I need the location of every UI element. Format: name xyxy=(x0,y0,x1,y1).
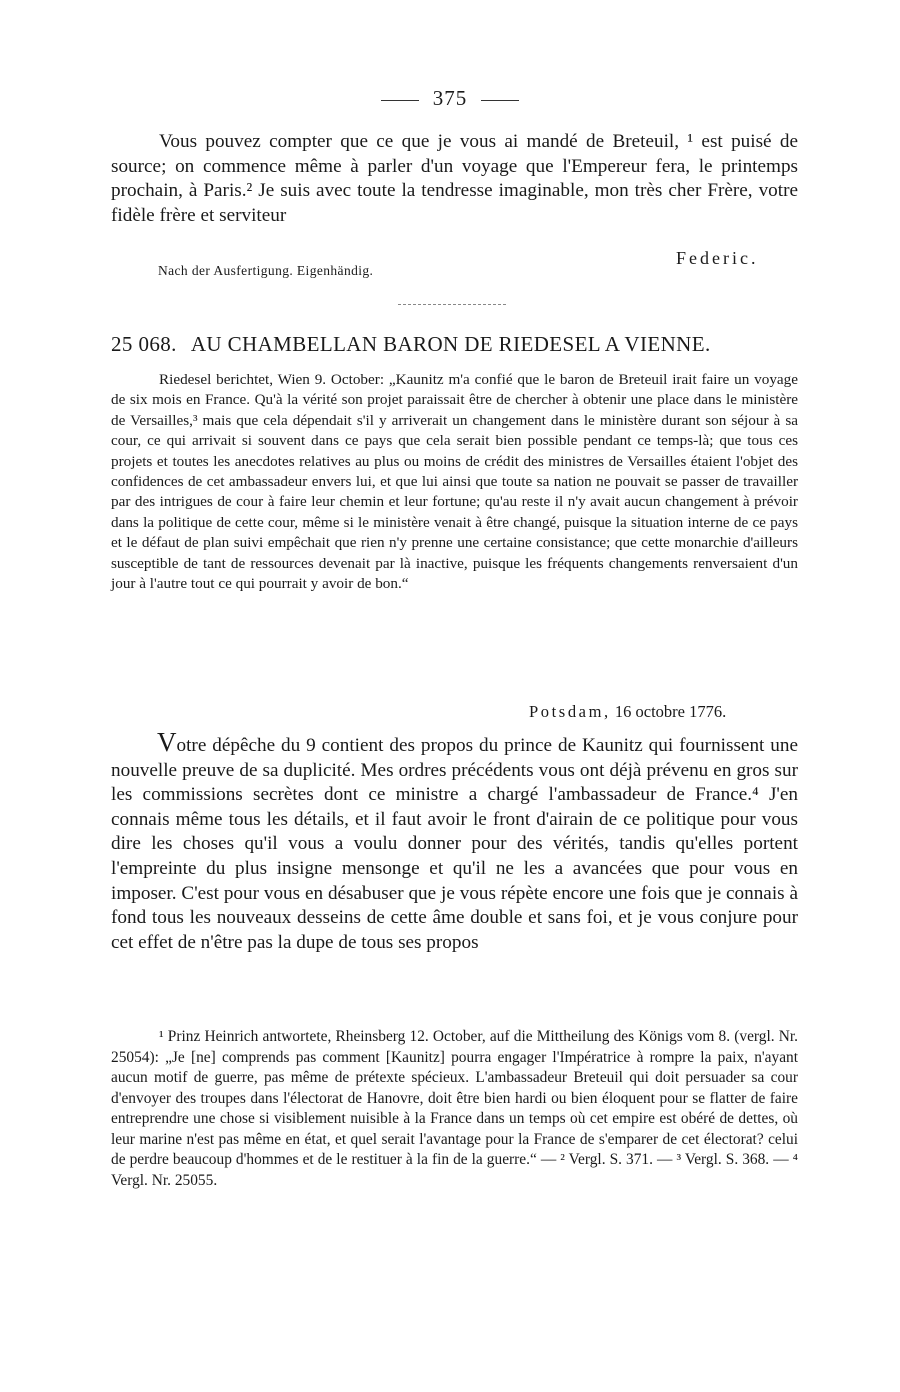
page-number-text: 375 xyxy=(432,86,468,110)
page-number xyxy=(0,86,900,111)
folio-dash-left xyxy=(381,100,419,101)
letter-body-text: otre dépêche du 9 contient des propos du prince de Kaunitz qui fournissent une nouvelle preuve de sa duplicité. Mes ordres précédents vous ont déjà prévenu en gros sur les commissions secrètes dont ce ministre a chargé l'ambassadeur de France.⁴ J'en connais même tous les détails, et il faut avoir le front d'airain de ce politique pour vous dire les choses qu'il vous a voulu donner pour des vérités, tandis qu'elles portent l'empreinte du plus insigne mensonge et qu'il ne les a avancées que pour vous en imposer. C'est pour vous en désabuser que je vous répète encore une fois que je connais à fond tous les nouveaux desseins de cette âme double et sans foi, et je vous conjure pour cet effet de n'être pas la dupe de tous ses propos xyxy=(111,735,798,953)
source-note: Nach der Ausfertigung. Eigenhändig. xyxy=(158,263,374,278)
dateline xyxy=(529,702,726,722)
initial-letter: V xyxy=(157,727,177,757)
folio-dash-right xyxy=(481,100,519,101)
section-separator xyxy=(398,304,506,305)
report-summary: Riedesel berichtet, Wien 9. October: „Kaunitz m'a confié que le baron de Breteuil irait faire un voyage de six mois en France. Qu'à la vérité son projet paraissait être de chercher à obtenir une place dans le ministère de Versailles,³ mais que cela dépendait s'il y arriverait un changement dans le ministère durant son séjour à sa cour, ce qui arrivait si souvent dans ce pays que cela serait bien possible pendant ce temps-là; que tous ces projets et toutes les anecdotes relatives au plus ou moins de crédit des ministres de Versailles étaient l'objet des confidences de cet ambassadeur envers lui, et que lui ainsi que toute sa nation ne pouvait se passer de travailler par des intrigues de cour à faire leur chemin et leur fortune; qu'au reste il n'y avait aucun changement à prévoir dans la politique de cette cour, même si le ministère venait à être changé, puisque la situation interne de ce pays et le défaut de plan suivi empêchait que rien n'y prenne une certaine consistance; que cette monarchie d'ailleurs susceptible de tant de ressources devenait par là inactive, puisque les fréquents changements renversaient d'un jour à l'autre tout ce qui pourrait y avoir de bon.“ xyxy=(111,371,798,593)
signature: Federic. xyxy=(676,248,759,268)
dateline-date: 16 octobre 1776. xyxy=(614,702,727,721)
letter-body xyxy=(111,727,798,955)
letter-number: 25 068. xyxy=(111,332,177,356)
previous-letter-ending: Vous pouvez compter que ce que je vous ai mandé de Breteuil, ¹ est puisé de source; on commence même à parler d'un voyage que l'Empereur fera, le printemps prochain, à Paris.² Je suis avec toute la tendresse imaginable, mon très cher Frère, votre fidèle frère et serviteur xyxy=(111,131,798,226)
letter-heading xyxy=(111,332,801,357)
letter-title: AU CHAMBELLAN BARON DE RIEDESEL A VIENNE. xyxy=(190,332,711,356)
dateline-place: Potsdam, xyxy=(529,702,611,721)
footnotes: ¹ Prinz Heinrich antwortete, Rheinsberg 12. October, auf die Mittheilung des Königs vom 8. (vergl. Nr. 25054): „Je [ne] comprends pas comment [Kaunitz] pourra engager l'Impératrice à rompre la paix, n'ayant aucun motif de guerre, pas même de prétexte spécieux. L'ambassadeur Breteuil qui doit persuader sa cour d'envoyer des troupes dans l'électorat de Hanovre, doit être bien hardi ou bien éloquent pour se flatter de faire entreprendre une chose si visiblement nuisible à la France dans un temps où cet empire est obéré de dettes, où leur marine n'est pas même en état, et quel serait l'avantage pour la France de s'emparer de cet électorat? celui de perdre beaucoup d'hommes et de le restituer à la fin de la guerre.“ — ² Vergl. S. 371. — ³ Vergl. S. 368. — ⁴ Vergl. Nr. 25055. xyxy=(111,1028,798,1189)
